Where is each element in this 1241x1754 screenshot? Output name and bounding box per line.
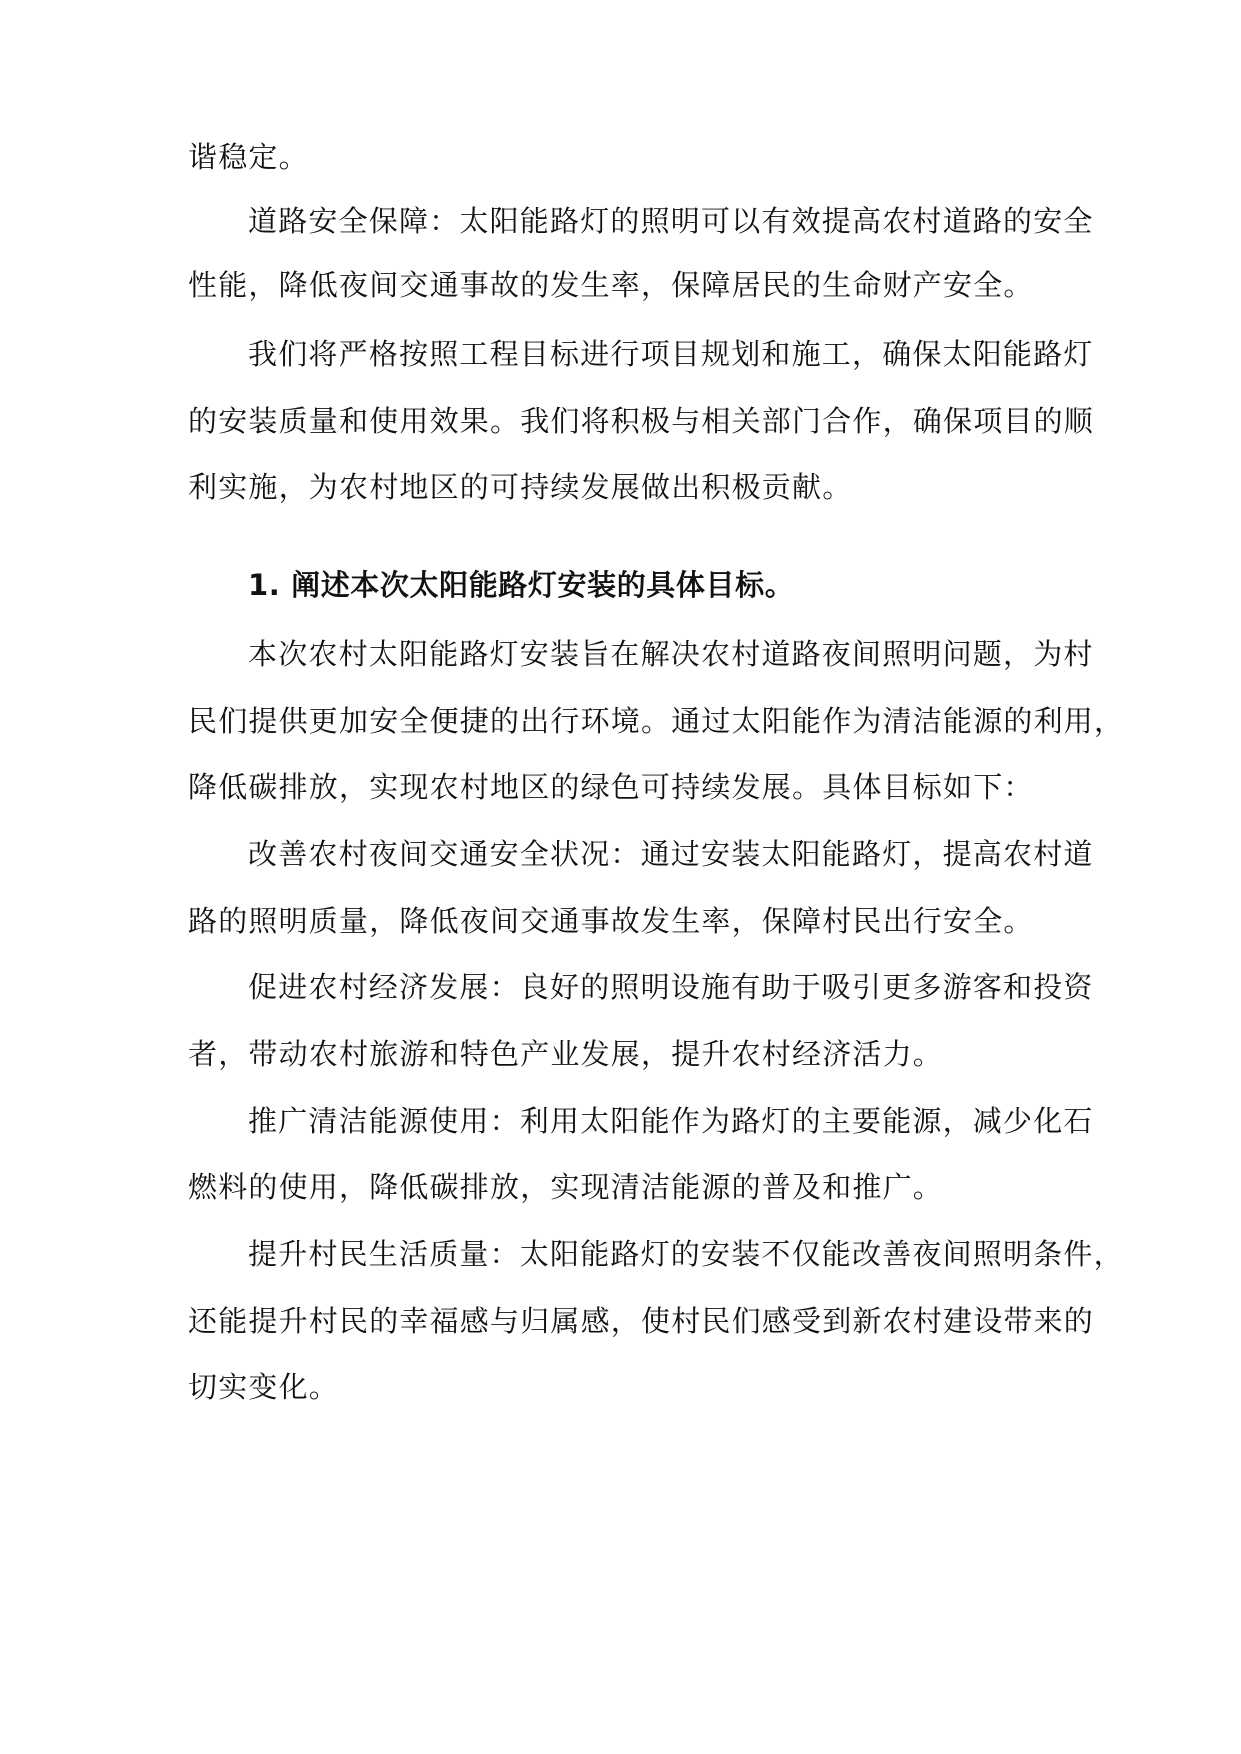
paragraph-line: 燃料的使用，降低碳排放，实现清洁能源的普及和推广。 [188, 1170, 944, 1204]
paragraph-line: 谐稳定。 [188, 140, 309, 174]
paragraph-line: 的安装质量和使用效果。我们将积极与相关部门合作，确保项目的顺 [188, 404, 1095, 438]
paragraph-line: 者，带动农村旅游和特色产业发展，提升农村经济活力。 [188, 1037, 944, 1071]
paragraph-line: 本次农村太阳能路灯安装旨在解决农村道路夜间照明问题，为村 [248, 637, 1094, 671]
section-heading: 1. 阐述本次太阳能路灯安装的具体目标。 [248, 568, 795, 602]
paragraph-line: 利实施，为农村地区的可持续发展做出积极贡献。 [188, 470, 853, 504]
paragraph-line: 道路安全保障：太阳能路灯的照明可以有效提高农村道路的安全 [248, 204, 1094, 238]
paragraph-line: 民们提供更加安全便捷的出行环境。通过太阳能作为清洁能源的利用， [188, 704, 1125, 738]
paragraph-line: 降低碳排放，实现农村地区的绿色可持续发展。具体目标如下： [188, 770, 1034, 804]
paragraph-line: 我们将严格按照工程目标进行项目规划和施工，确保太阳能路灯 [248, 337, 1094, 371]
paragraph-line: 性能，降低夜间交通事故的发生率，保障居民的生命财产安全。 [188, 268, 1034, 302]
paragraph-line: 还能提升村民的幸福感与归属感，使村民们感受到新农村建设带来的 [188, 1304, 1095, 1338]
paragraph-line: 路的照明质量，降低夜间交通事故发生率，保障村民出行安全。 [188, 904, 1034, 938]
paragraph-line: 推广清洁能源使用：利用太阳能作为路灯的主要能源，减少化石 [248, 1104, 1094, 1138]
paragraph-line: 促进农村经济发展：良好的照明设施有助于吸引更多游客和投资 [248, 970, 1094, 1004]
paragraph-line: 切实变化。 [188, 1370, 340, 1404]
paragraph-line: 提升村民生活质量：太阳能路灯的安装不仅能改善夜间照明条件， [248, 1237, 1124, 1271]
paragraph-line: 改善农村夜间交通安全状况：通过安装太阳能路灯，提高农村道 [248, 837, 1094, 871]
